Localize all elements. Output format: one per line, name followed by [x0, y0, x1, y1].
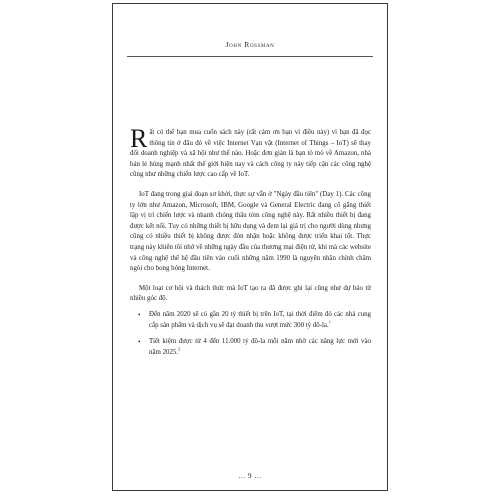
footnote-marker: 2 — [178, 346, 181, 352]
paragraph-opportunities: Một loạt cơ hội và thách thức mà IoT tạo ra đã được ghi lại cũng như dự báo từ nhiều góc độ. — [130, 284, 371, 303]
page-body — [130, 124, 371, 364]
drop-cap: R — [130, 124, 148, 153]
bullet-icon: • — [138, 310, 141, 319]
paragraph-intro-text: ất có thể bạn mua cuốn sách này (rất cảm ơn bạn vì điều này) vì bạn đã đọc thông tin ở đâu đó về việc Internet Vạn vật (Internet of Things – IoT) sẽ thay đổi doanh nghiệp và xã hội như thế nào. Hoặc đơn giản là bạn tò mò về Amazon, nhà bán lẻ hùng mạnh nhất thế giới hiện nay và cách công ty này tiếp cận các công nghệ cũng như những chiến lược cao cấp về IoT. — [130, 129, 371, 179]
footnote-marker: 1 — [328, 319, 331, 325]
paragraph-intro — [130, 124, 371, 181]
page-number: … 9 … — [238, 472, 262, 480]
book-page — [112, 3, 388, 491]
running-head: John Rossman — [225, 40, 275, 49]
bullet-text: Đến năm 2020 sẽ có gần 20 tỷ thiết bị trên IoT, tại thời điểm đó các nhà cung cấp sản phẩm và dịch vụ sẽ đạt doanh thu vượt mức 300 tỷ đô-la. — [149, 310, 371, 329]
paragraph-iot: IoT đang trong giai đoạn sơ khởi, thực sự vẫn ở "Ngày đầu tiên" (Day 1). Các công ty lớn như Amazon, Microsoft, IBM, Google và General Electric đang cố gắng thiết lập vị trí chiến lược và nhanh chóng thâu tóm công nghệ này. Rất nhiều thiết bị đang được kết nối. Tuy có những thiết bị hữu dụng và đem lại giá trị cho người dùng nhưng cũng có nhiều thiết bị không được đón nhận hoặc không được triển khai tốt. Thực trạng này khiến tôi nhớ về những ngày đầu của thương mại điện tử, khi mà các website và công nghệ thế hệ đầu tiên vào cuối những năm 1990 là nguyên nhân chính châm ngòi cho bong bóng Internet. — [130, 190, 371, 273]
list-item — [130, 337, 371, 358]
bullet-text: Tiết kiệm được từ 4 đến 11.000 tỷ đô-la mỗi năm nhờ các năng lực mới vào năm 2025. — [149, 338, 371, 356]
list-item — [130, 310, 371, 331]
bullet-icon: • — [138, 338, 141, 347]
header-rule — [127, 56, 373, 57]
bullet-list — [130, 310, 371, 358]
